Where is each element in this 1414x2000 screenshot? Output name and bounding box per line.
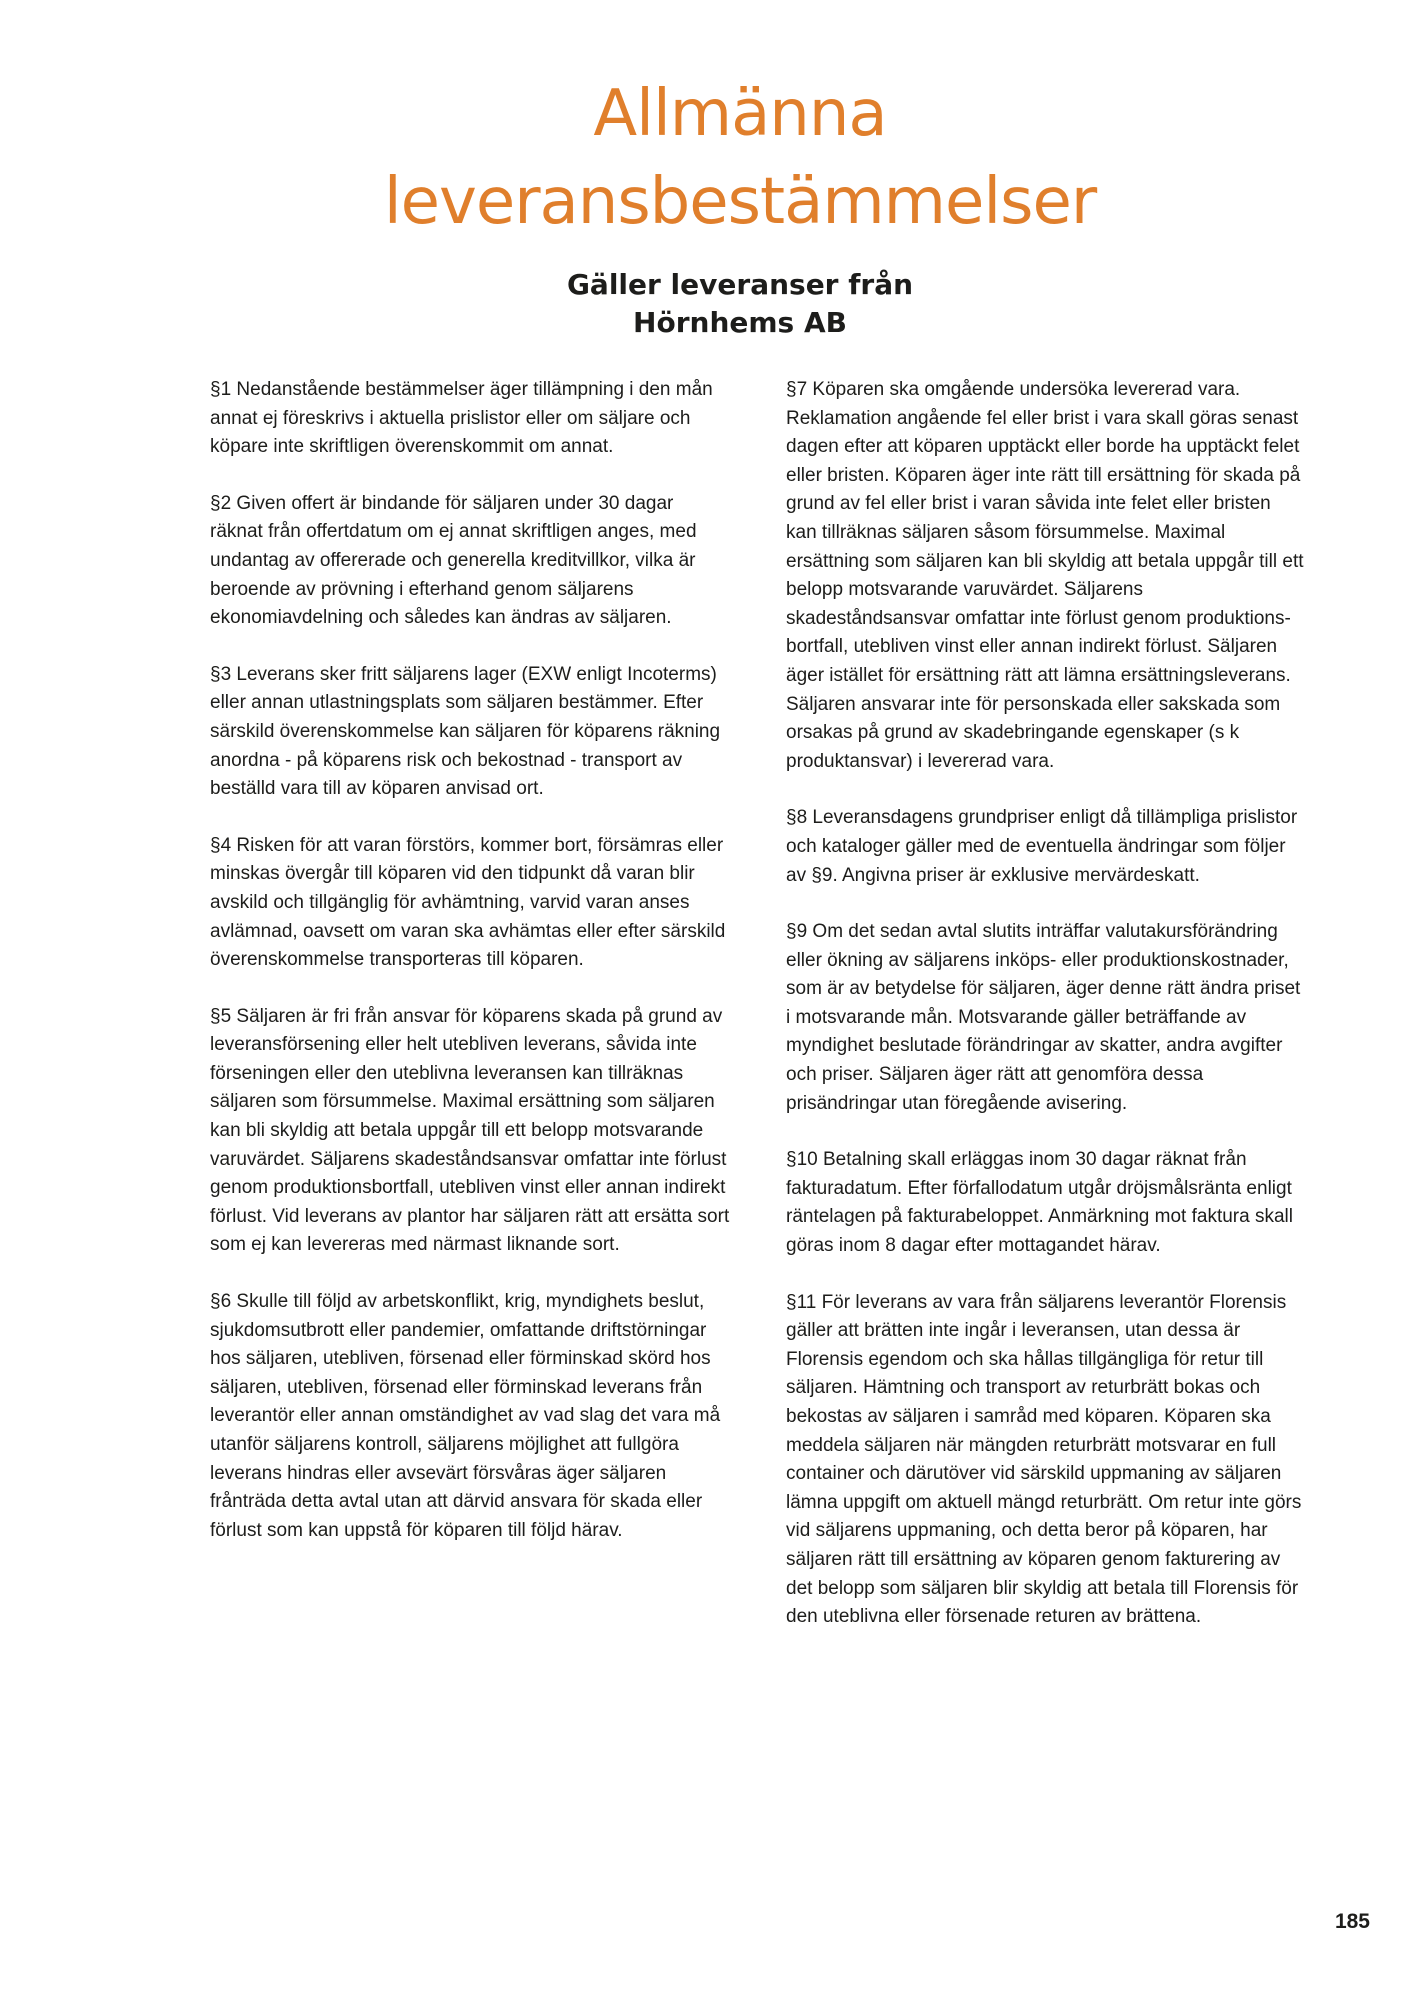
paragraph-3: §3 Leverans sker fritt säljarens lager (EXW enligt Incoterms) eller annan utlastningsplats som säljaren bestämmer. Efter särskild överenskommelse kan säljaren för köparens räkning anordna - på köparens risk och bekostnad - transport av beställd vara till av köparen anvisad ort. bbox=[210, 663, 721, 800]
paragraph-11: §11 För leverans av vara från säljarens leverantör Florensis gäller att brätten inte ingår i leveransen, utan dessa är Florensis egendom och ska hållas tillgängliga för retur till säljaren. Hämtning och transport av returbrätt bokas och bekostas av säljaren i samråd med köparen. Köparen ska meddela säljaren när mängden returbrätt motsvarar en full container och därutöver vid särskild uppmaning av säljaren lämna uppgift om aktuell mängd returbrätt. Om retur inte görs vid säljarens uppmaning, och detta beror på köparen, har säljaren rätt till ersättning av köparen genom fakturering av det belopp som säljaren blir skyldig att betala till Florensis för den uteblivna eller försenade returen av brättena. bbox=[786, 1291, 1302, 1628]
paragraph-7: §7 Köparen ska omgående undersöka levererad vara. Reklamation angående fel eller brist i vara skall göras senast dagen efter att köparen upptäckt eller borde ha upptäckt felet eller bristen. Köparen äger inte rätt till ersättning för skada på grund av fel eller brist i varan såvida inte felet eller bristen kan tillräknas säljaren såsom försummelse. Maximal ersättning som säljaren kan bli skyldig att betala uppgår till ett belopp motsvarande varuvärdet. Säljarens skadeståndsansvar omfattar inte förlust genom produktions-bortfall, utebliven vinst eller annan indirekt förlust. Säljaren äger istället för ersättning rätt att lämna ersättningsleverans. Säljaren ansvarar inte för personskada eller sakskada som orsakas på grund av skadebringande egenskaper (s k produktansvar) i levererad vara. bbox=[786, 379, 1304, 772]
page-title bbox=[200, 70, 1280, 246]
page-subtitle-line-2: Hörnhems AB bbox=[633, 306, 847, 339]
page-subtitle-line-1: Gäller leveranser från bbox=[566, 268, 914, 301]
page-subtitle bbox=[200, 266, 1280, 342]
page-title-line-2: leveransbestämmelser bbox=[383, 165, 1097, 239]
right-column bbox=[786, 376, 1306, 1660]
paragraph-10: §10 Betalning skall erläggas inom 30 dagar räknat från fakturadatum. Efter förfallodatum utgår dröjsmålsränta enligt räntelagen på fakturabeloppet. Anmärkning mot faktura skall göras inom 8 dagar efter mottagandet härav. bbox=[786, 1149, 1293, 1257]
page-title-line-1: Allmänna bbox=[593, 77, 887, 151]
paragraph-4: §4 Risken för att varan förstörs, kommer bort, försämras eller minskas övergår till köparen vid den tidpunkt då varan blir avskild och tillgänglig för avhämtning, varvid varan anses avlämnad, oavsett om varan ska avhämtas eller efter särskild överenskommelse transporteras till köparen. bbox=[210, 834, 726, 971]
paragraph-2: §2 Given offert är bindande för säljaren under 30 dagar räknat från offertdatum om ej annat skriftligen anges, med undantag av offererade och generella kreditvillkor, vilka är beroende av prövning i efterhand genom säljarens ekonomiavdelning och således kan ändras av säljaren. bbox=[210, 492, 697, 629]
paragraph-6: §6 Skulle till följd av arbetskonflikt, krig, myndighets beslut, sjukdomsutbrott eller pandemier, omfattande driftstörningar hos säljaren, utebliven, försenad eller förminskad skörd hos säljaren, utebliven, försenad eller förminskad leverans från leverantör eller annan omständighet av vad slag det vara må utanför säljarens kontroll, säljarens möjlighet att fullgöra leverans hindras eller avsevärt försvåras äger säljaren frånträda detta avtal utan att därvid ansvara för skada eller förlust som kan uppstå för köparen till följd härav. bbox=[210, 1291, 721, 1541]
page-number: 185 bbox=[1334, 1910, 1370, 1933]
left-column bbox=[210, 376, 730, 1573]
paragraph-8: §8 Leveransdagens grundpriser enligt då tillämpliga prislistor och kataloger gäller med de eventuella ändringar som följer av §9. Angivna priser är exklusive mervärdeskatt. bbox=[786, 807, 1298, 886]
paragraph-1: §1 Nedanstående bestämmelser äger tillämpning i den mån annat ej föreskrivs i aktuella prislistor eller om säljare och köpare inte skriftligen överenskommit om annat. bbox=[210, 379, 713, 458]
paragraph-5: §5 Säljaren är fri från ansvar för köparens skada på grund av leveransförsening eller helt utebliven leverans, såvida inte förseningen eller den uteblivna leveransen kan tillräknas säljaren som försummelse. Maximal ersättning som säljaren kan bli skyldig att betala uppgår till ett belopp motsvarande varuvärdet. Säljarens skadeståndsansvar omfattar inte förlust genom produktionsbortfall, utebliven vinst eller annan indirekt förlust. Vid leverans av plantor har säljaren rätt att ersätta sort som ej kan levereras med närmast liknande sort. bbox=[210, 1005, 730, 1256]
paragraph-9: §9 Om det sedan avtal slutits inträffar valutakursförändring eller ökning av säljarens inköps- eller produktionskostnader, som är av betydelse för säljaren, äger denne rätt ändra priset i motsvarande mån. Motsvarande gäller beträffande av myndighet beslutade förändringar av skatter, andra avgifter och priser. Säljaren äger rätt att genomföra dessa prisändringar utan föregående avisering. bbox=[786, 921, 1301, 1114]
